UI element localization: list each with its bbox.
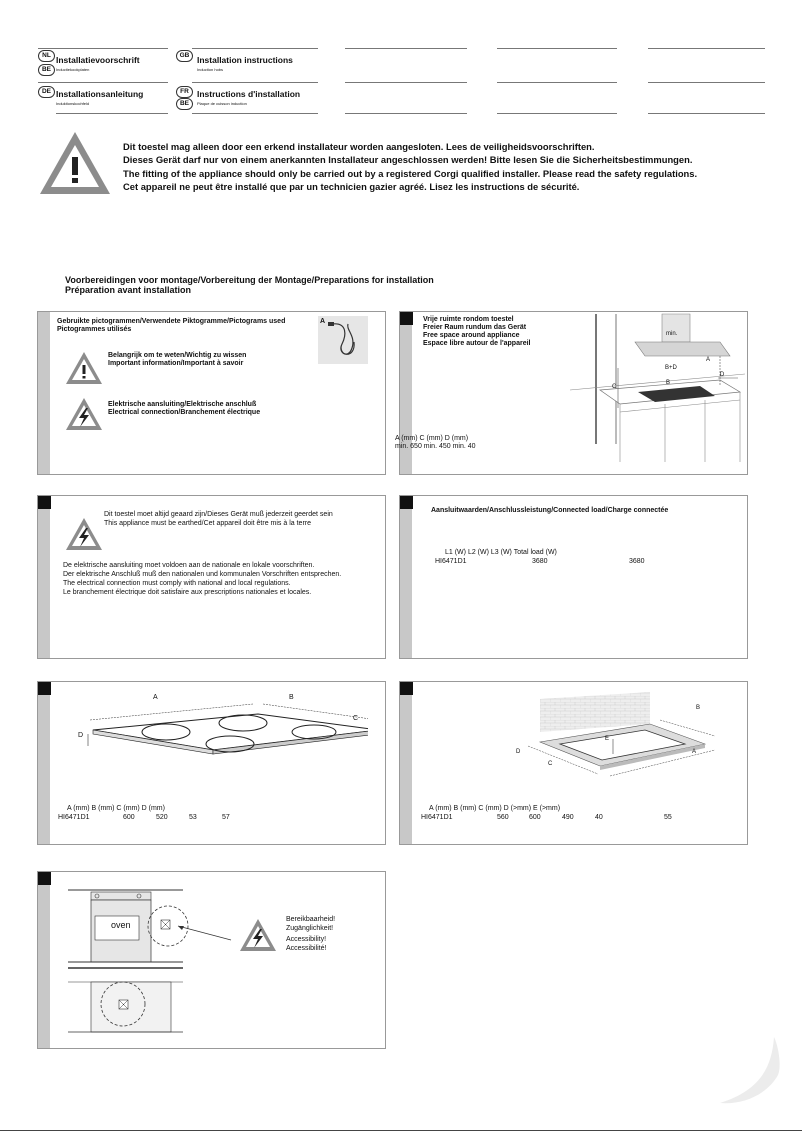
dim-label-c: C <box>353 715 359 722</box>
dim-label-a: A <box>153 694 158 701</box>
panel-sidebar <box>38 312 50 474</box>
dim-label-a: A <box>692 749 697 755</box>
cutout-table-model: HI6471D1 <box>421 814 453 821</box>
section-heading-line: Préparation avant installation <box>65 285 192 295</box>
divider <box>56 113 168 114</box>
load-table-model: HI6471D1 <box>435 558 467 565</box>
title-nl: Installatievoorschrift <box>56 55 140 65</box>
dims-table-value: 520 <box>156 814 168 821</box>
subtitle-nl: Inductiekookplaten <box>56 67 90 72</box>
dims-table-value: 53 <box>189 814 197 821</box>
dim-label: min. <box>666 331 678 337</box>
oven-label: oven <box>111 920 131 930</box>
load-table-value: 3680 <box>532 558 548 565</box>
dims-table-header: A (mm) B (mm) C (mm) D (mm) <box>67 805 165 812</box>
language-badge-de: DE <box>38 86 55 98</box>
divider <box>648 48 765 49</box>
important-info-label: Important information/Important à savoir <box>108 360 244 367</box>
regulation-text: Le branchement électrique doit satisfaire aux prescriptions nationales et locales. <box>63 589 312 596</box>
panel-marker <box>400 312 413 325</box>
cutout-table-header: A (mm) B (mm) C (mm) D (>mm) E (>mm) <box>429 805 561 812</box>
load-table-value: 3680 <box>629 558 645 565</box>
divider <box>648 82 765 83</box>
dim-label-e: E <box>605 736 610 742</box>
panel-sidebar <box>400 496 412 658</box>
free-space-title: Freier Raum rundum das Gerät <box>423 324 527 331</box>
cutout-table-value: 55 <box>664 814 672 821</box>
appliance-dimensions-panel <box>37 681 386 845</box>
divider <box>38 48 168 49</box>
section-heading-line: Voorbereidingen voor montage/Vorbereitung der Montage/Preparations for installation <box>65 275 434 285</box>
free-space-title: Free space around appliance <box>423 332 520 339</box>
clearance-table-values: min. 650 min. 450 min. 40 <box>395 443 476 450</box>
pictograms-title: Gebruikte pictogrammen/Verwendete Piktogramme/Pictograms used <box>57 318 286 325</box>
pictograms-panel <box>37 311 386 475</box>
dims-table-model: HI6471D1 <box>58 814 90 821</box>
divider <box>192 82 318 83</box>
divider <box>345 113 467 114</box>
warning-triangle-icon <box>37 129 113 197</box>
power-cable-icon <box>318 316 368 364</box>
language-badge-be: BE <box>176 98 193 110</box>
dim-label-d: D <box>720 372 725 378</box>
electrical-hazard-icon <box>64 516 104 552</box>
cable-illustration <box>318 316 368 364</box>
regulation-text: The electrical connection must comply with national and local regulations. <box>63 580 291 587</box>
cutout-table-value: 600 <box>529 814 541 821</box>
dim-label-d: D <box>78 732 84 739</box>
divider <box>38 82 168 83</box>
hob-dimension-diagram <box>78 690 368 780</box>
title-de: Installationsanleitung <box>56 89 144 99</box>
accessibility-panel <box>37 871 386 1049</box>
dim-label-a: A <box>706 357 711 363</box>
divider <box>345 48 467 49</box>
earthing-panel <box>37 495 386 659</box>
accessibility-note: Zugänglichkeit! <box>286 925 334 932</box>
cutout-table-value: 560 <box>497 814 509 821</box>
title-gb: Installation instructions <box>197 55 293 65</box>
warning-line-de: Dieses Gerät darf nur von einem anerkannten Installateur angeschlossen werden! Bitte lesen Sie die Sicherheitsbestimmungen. <box>123 154 693 166</box>
panel-sidebar <box>400 682 412 844</box>
panel-marker <box>38 682 51 695</box>
earthing-note: Dit toestel moet altijd geaard zijn/Dieses Gerät muß jederzeit geerdet sein <box>104 511 333 518</box>
oven-access-diagram <box>63 882 238 1042</box>
divider <box>497 113 617 114</box>
page-bottom-rule <box>0 1130 802 1131</box>
divider <box>497 48 617 49</box>
cutout-table-value: 40 <box>595 814 603 821</box>
page-curl-decoration <box>712 1035 782 1110</box>
electrical-label: Electrical connection/Branchement électrique <box>108 409 261 416</box>
dim-label-c: C <box>612 384 617 390</box>
subtitle-gb: Induction hobs <box>197 67 224 72</box>
section-heading <box>65 275 434 295</box>
dim-label-b: B <box>666 380 671 386</box>
cutout-dimensions-panel <box>399 681 748 845</box>
divider <box>192 113 318 114</box>
accessibility-note: Bereikbaarheid! <box>286 916 336 923</box>
electrical-label: Elektrische aansluiting/Elektrische anschluß <box>108 401 257 408</box>
worktop-cutout-diagram <box>510 684 740 784</box>
regulation-text: Der elektrische Anschluß muß den nationalen und kommunalen Vorschriften entsprechen. <box>63 571 342 578</box>
subtitle-de: Induktionskochfeld <box>56 101 90 106</box>
dim-label-b: B <box>696 705 701 711</box>
panel-sidebar <box>38 872 50 1048</box>
free-space-title: Espace libre autour de l'appareil <box>423 340 531 347</box>
pictograms-title: Pictogrammes utilisés <box>57 326 132 333</box>
warning-line-nl: Dit toestel mag alleen door een erkend installateur worden aangesloten. Lees de veiligheidsvoorschriften. <box>123 141 595 152</box>
kitchen-clearance-diagram <box>540 312 745 472</box>
free-space-panel <box>395 311 748 475</box>
panel-sidebar <box>38 496 50 658</box>
accessibility-note: Accessibilité! <box>286 945 327 952</box>
accessibility-note: Accessibility! <box>286 936 327 943</box>
language-badge-be: BE <box>38 64 55 76</box>
cutout-table-value: 490 <box>562 814 574 821</box>
panel-sidebar <box>38 682 50 844</box>
subtitle-fr: Plaque de cuisson induction <box>197 101 247 106</box>
dim-label-bd: B+D <box>665 365 677 371</box>
language-badge-gb: GB <box>176 50 193 62</box>
divider <box>345 82 467 83</box>
title-fr: Instructions d'installation <box>197 89 301 99</box>
dims-table-value: 600 <box>123 814 135 821</box>
load-table-header: L1 (W) L2 (W) L3 (W) Total load (W) <box>445 549 557 556</box>
panel-marker <box>38 872 51 885</box>
panel-marker <box>38 496 51 509</box>
divider <box>192 48 318 49</box>
free-space-title: Vrije ruimte rondom toestel <box>423 316 514 323</box>
electrical-hazard-icon <box>238 917 278 953</box>
dim-label-b: B <box>289 694 294 701</box>
dims-table-value: 57 <box>222 814 230 821</box>
divider <box>648 113 765 114</box>
dim-label-d: D <box>516 749 521 755</box>
dim-label-c: C <box>548 761 553 767</box>
warning-triangle-icon <box>64 350 104 386</box>
regulation-text: De elektrische aansluiting moet voldoen aan de nationale en lokale voorschriften. <box>63 562 315 569</box>
important-info-label: Belangrijk om te weten/Wichtig zu wissen <box>108 352 247 359</box>
earthing-note: This appliance must be earthed/Cet appareil doit être mis à la terre <box>104 520 311 527</box>
panel-marker <box>400 496 413 509</box>
language-badge-fr: FR <box>176 86 193 98</box>
label-a: A <box>320 318 326 325</box>
clearance-table-header: A (mm) C (mm) D (mm) <box>395 435 469 442</box>
connected-load-panel <box>399 495 748 659</box>
language-badge-nl: NL <box>38 50 55 62</box>
panel-marker <box>400 682 413 695</box>
warning-line-fr: Cet appareil ne peut être installé que par un technicien gazier agréé. Lisez les instructions de sécurité. <box>123 180 580 192</box>
warning-line-gb: The fitting of the appliance should only be carried out by a registered Corgi qualified installer. Please read the safety regulations. <box>123 167 698 179</box>
connected-load-title: Aansluitwaarden/Anschlussleistung/Connected load/Charge connectée <box>431 507 669 514</box>
warning-text <box>123 140 697 193</box>
electrical-hazard-icon <box>64 396 104 432</box>
divider <box>497 82 617 83</box>
